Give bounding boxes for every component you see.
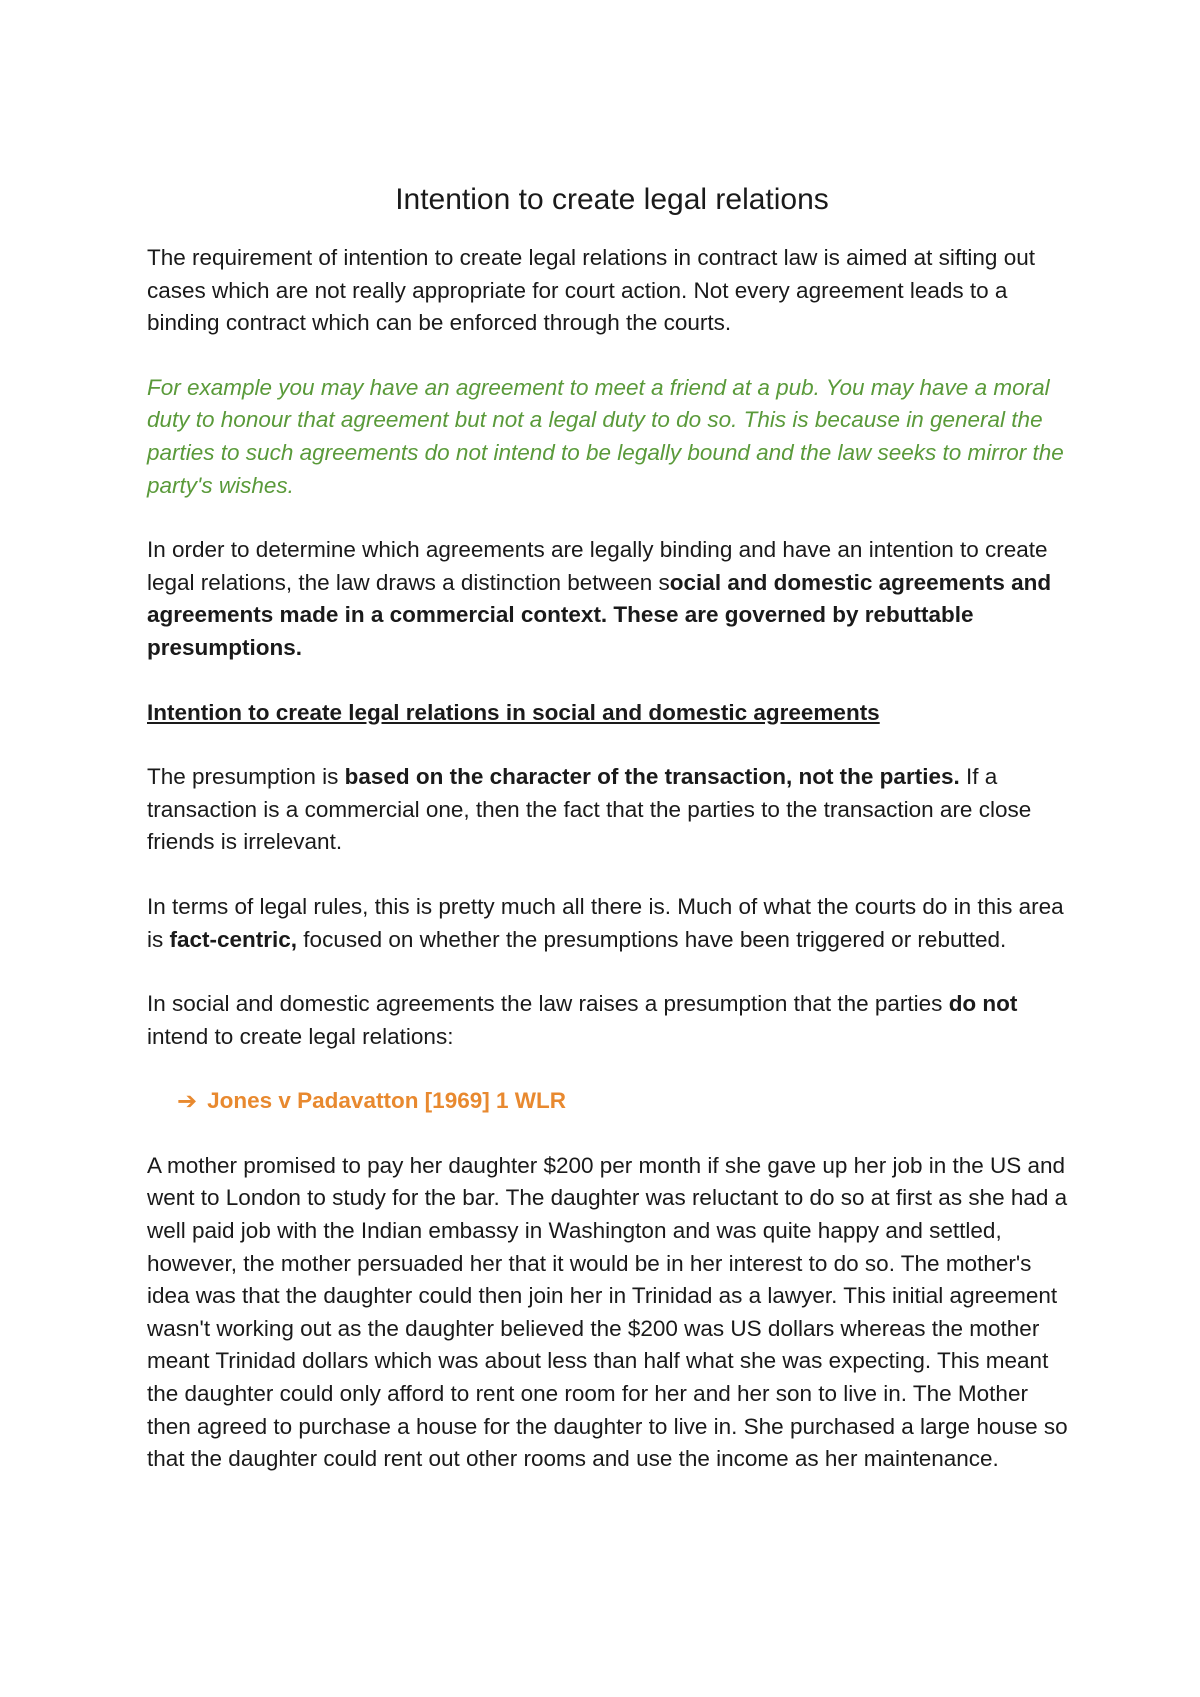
legal-rules-rest: focused on whether the presumptions have been triggered or rebutted. xyxy=(297,926,1007,952)
presumption-paragraph xyxy=(147,761,1077,859)
case-reference xyxy=(177,1085,1077,1118)
section-heading: Intention to create legal relations in social and domestic agreements xyxy=(147,699,880,725)
distinction-paragraph xyxy=(147,534,1077,664)
social-domestic-paragraph xyxy=(147,988,1077,1053)
arrow-right-icon: ➔ xyxy=(177,1087,198,1115)
legal-rules-lead: In terms of legal rules, this is pretty much all there is. Much of what the courts do in this area is xyxy=(147,893,1064,952)
document-content xyxy=(147,178,1077,1508)
social-domestic-rest: intend to create legal relations: xyxy=(147,1023,454,1049)
legal-rules-bold: fact-centric, xyxy=(169,926,298,952)
distinction-bold-text: ocial and domestic agreements and agreements made in a commercial context. These are governed by rebuttable presumptions. xyxy=(147,569,1052,660)
distinction-text: In order to determine which agreements are legally binding and have an intention to create legal relations, the law draws a distinction between s xyxy=(147,537,1048,595)
intro-paragraph: The requirement of intention to create legal relations in contract law is aimed at sifting out cases which are not really appropriate for court action. Not every agreement leads to a binding contract which can be enforced through the courts. xyxy=(147,245,1035,336)
case-reference-label: Jones v Padavatton [1969] 1 WLR xyxy=(207,1088,566,1114)
example-paragraph: For example you may have an agreement to meet a friend at a pub. You may have a moral duty to honour that agreement but not a legal duty to do so. This is because in general the parties to such agreements do not intend to be legally bound and the law seeks to mirror the party's wishes. xyxy=(147,374,1064,498)
page-title: Intention to create legal relations xyxy=(395,183,829,216)
legal-rules-paragraph xyxy=(147,891,1077,956)
case-facts-paragraph: A mother promised to pay her daughter $200 per month if she gave up her job in the US and went to London to study for the bar. The daughter was reluctant to do so at first as she had a well paid job with the Indian embassy in Washington and was quite happy and settled, however, the mother persuaded her that it would be in her interest to do so. The mother's idea was that the daughter could then join her in Trinidad as a lawyer. This initial agreement wasn't working out as the daughter believed the $200 was US dollars whereas the mother meant Trinidad dollars which was about less than half what she was expecting. This meant the daughter could only afford to rent one room for her and her son to live in. The Mother then agreed to purchase a house for the daughter to live in. She purchased a large house so that the daughter could rent out other rooms and use the income as her maintenance. xyxy=(147,1152,1068,1472)
social-domestic-lead: In social and domestic agreements the law raises a presumption that the parties xyxy=(147,991,949,1017)
presumption-rest: If a transaction is a commercial one, then the fact that the parties to the transaction are close friends is irrelevant. xyxy=(147,764,1032,855)
social-domestic-bold: do not xyxy=(948,991,1018,1017)
presumption-bold: based on the character of the transaction, not the parties. xyxy=(344,764,960,790)
presumption-lead: The presumption is xyxy=(147,764,345,790)
